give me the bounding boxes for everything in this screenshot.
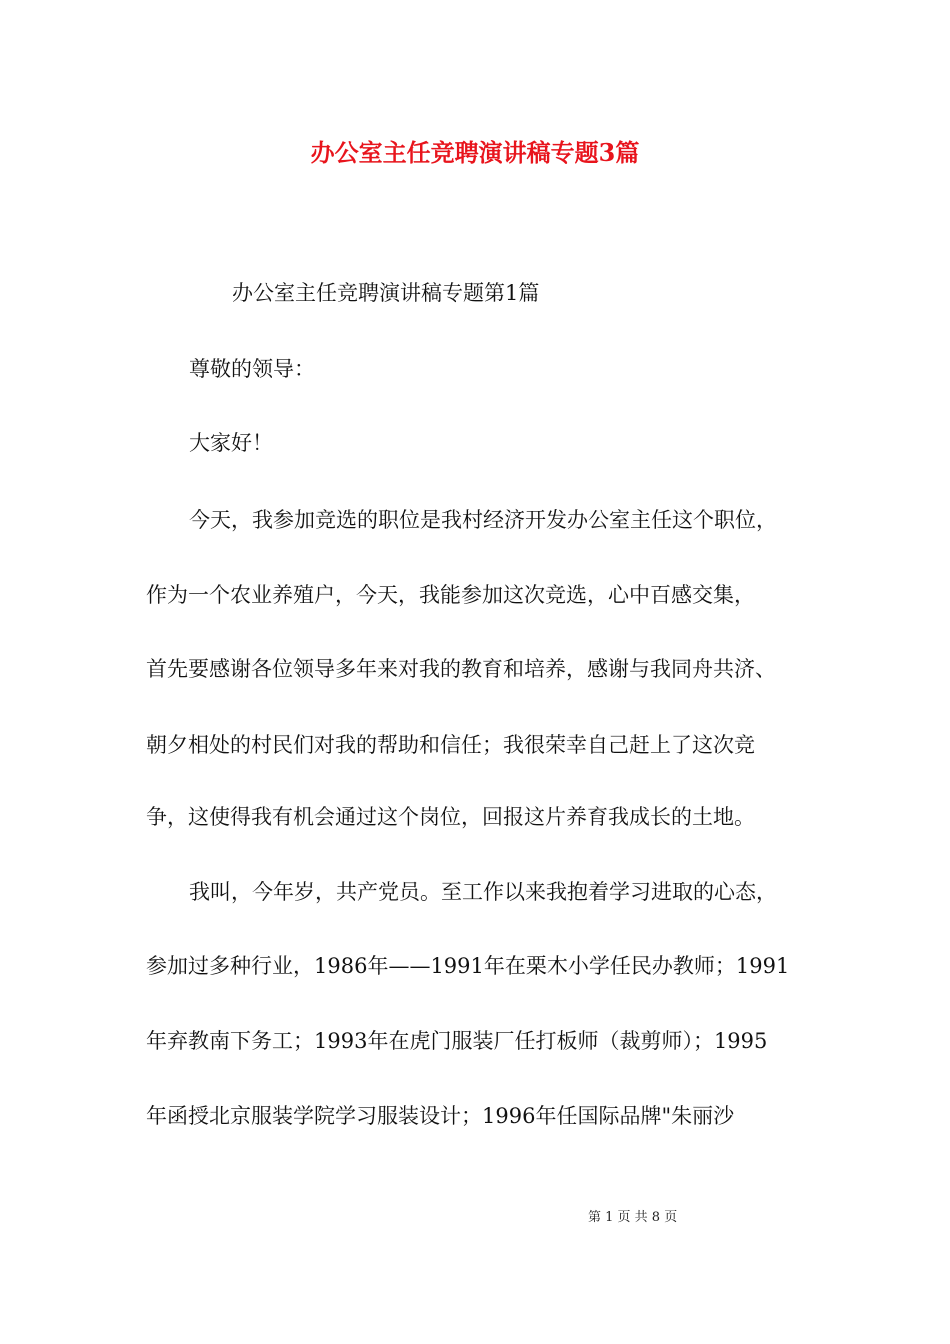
paragraph-line: 争，这使得我有机会通过这个岗位，回报这片养育我成长的土地。 [146, 805, 755, 829]
paragraph-line: 作为一个农业养殖户，今天，我能参加这次竞选，心中百感交集， [146, 583, 755, 607]
page-title: 办公室主任竞聘演讲稿专题3篇 [310, 138, 640, 167]
section-heading: 办公室主任竞聘演讲稿专题第1篇 [232, 281, 540, 305]
page-footer: 第 1 页 共 8 页 [588, 1210, 678, 1225]
paragraph-line: 今天，我参加竞选的职位是我村经济开发办公室主任这个职位， [189, 508, 777, 532]
paragraph-line: 首先要感谢各位领导多年来对我的教育和培养，感谢与我同舟共济、 [146, 657, 776, 681]
salutation-line: 尊敬的领导： [189, 357, 315, 381]
paragraph-line: 朝夕相处的村民们对我的帮助和信任；我很荣幸自己赶上了这次竞 [146, 733, 755, 757]
greeting-line: 大家好！ [189, 431, 273, 455]
paragraph-line: 我叫，今年岁，共产党员。至工作以来我抱着学习进取的心态， [189, 880, 777, 904]
paragraph-line: 参加过多种行业，1986年——1991年在栗木小学任民办教师；1991 [146, 954, 790, 978]
paragraph-line: 年弃教南下务工；1993年在虎门服装厂任打板师（裁剪师）；1995 [146, 1029, 768, 1053]
paragraph-line: 年函授北京服装学院学习服装设计；1996年任国际品牌"朱丽沙 [146, 1104, 735, 1128]
